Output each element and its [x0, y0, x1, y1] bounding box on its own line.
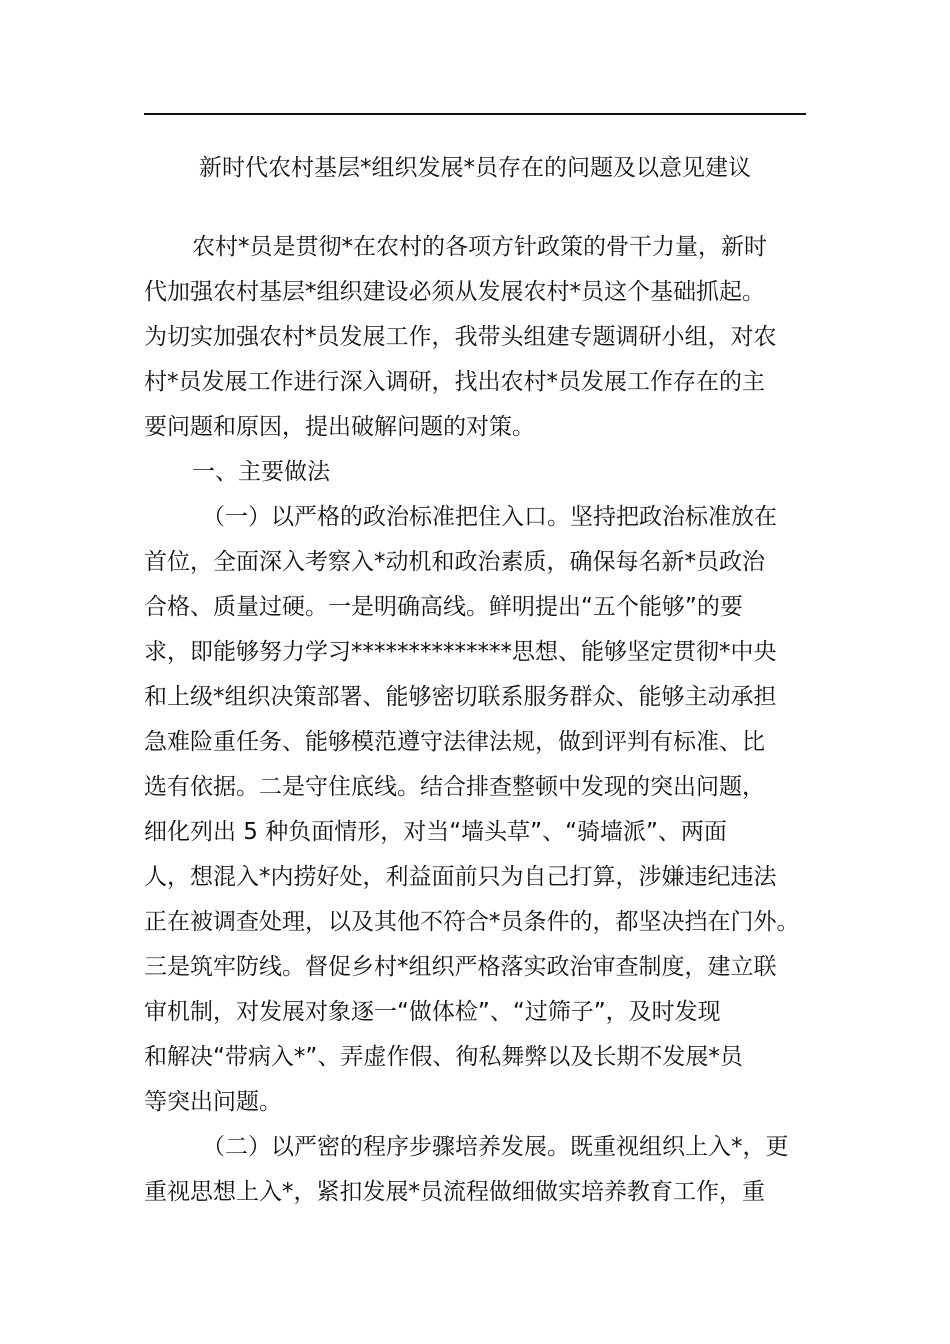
text-line: 审机制，对发展对象逐一“做体检”、“过筛子”，及时发现	[144, 999, 721, 1025]
header-rule	[144, 113, 806, 115]
text-line: 和解决“带病入*”、弄虚作假、徇私舞弊以及长期不发展*员	[144, 1044, 743, 1070]
text-line: 重视思想上入*，紧扣发展*员流程做细做实培养教育工作，重	[144, 1179, 765, 1205]
text-line: 一、主要做法	[192, 459, 330, 485]
text-line: 合格、质量过硬。一是明确高线。鲜明提出“五个能够”的要	[144, 594, 743, 620]
text-line: 三是筑牢防线。督促乡村*组织严格落实政治审查制度，建立联	[144, 954, 777, 980]
text-line: 农村*员是贯彻*在农村的各项方针政策的骨干力量，新时	[192, 234, 767, 260]
text-line: （一）以严格的政治标准把住入口。坚持把政治标准放在	[202, 504, 777, 530]
text-line: 要问题和原因，提出破解问题的对策。	[144, 414, 535, 440]
text-line: （二）以严密的程序步骤培养发展。既重视组织上入*，更	[202, 1134, 789, 1160]
text-line: 等突出问题。	[144, 1089, 282, 1115]
text-line: 村*员发展工作进行深入调研，找出农村*员发展工作存在的主	[144, 369, 765, 395]
document-title: 新时代农村基层*组织发展*员存在的问题及以意见建议	[199, 155, 751, 181]
text-line: 选有依据。二是守住底线。结合排查整顿中发现的突出问题，	[144, 774, 765, 800]
text-line: 首位，全面深入考察入*动机和政治素质，确保每名新*员政治	[144, 549, 765, 575]
text-line: 求，即能够努力学习**************思想、能够坚定贯彻*中央	[144, 639, 777, 665]
text-line: 人，想混入*内捞好处，利益面前只为自己打算，涉嫌违纪违法	[144, 864, 777, 890]
text-line: 急难险重任务、能够模范遵守法律法规，做到评判有标准、比	[144, 729, 765, 755]
text-line: 代加强农村基层*组织建设必须从发展农村*员这个基础抓起。	[144, 279, 765, 305]
text-line: 和上级*组织决策部署、能够密切联系服务群众、能够主动承担	[144, 684, 777, 710]
text-line: 正在被调查处理，以及其他不符合*员条件的，都坚决挡在门外。	[144, 909, 800, 935]
text-line: 细化列出 5 种负面情形，对当“墙头草”、“骑墙派”、两面	[144, 819, 727, 845]
text-line: 为切实加强农村*员发展工作，我带头组建专题调研小组，对农	[144, 324, 777, 350]
document-body	[144, 225, 824, 1215]
